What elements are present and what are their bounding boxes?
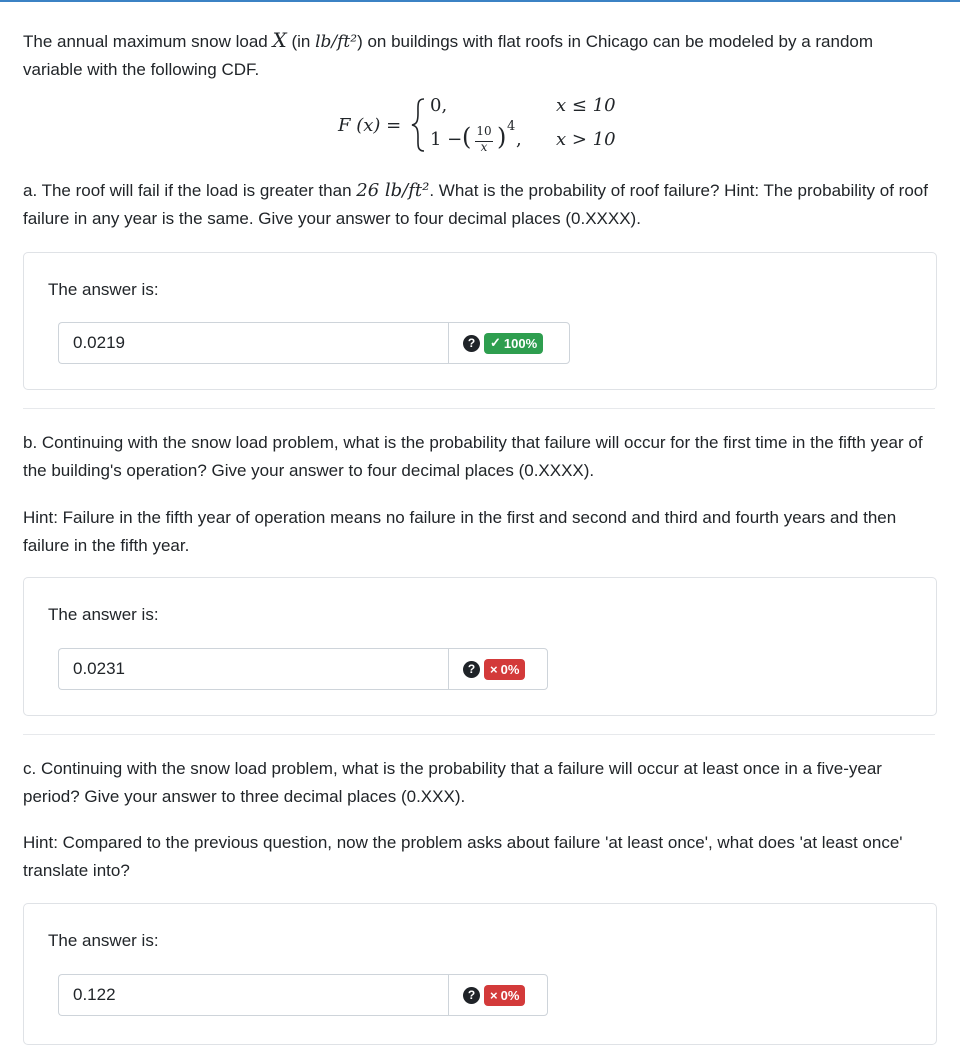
answer-input[interactable] <box>58 974 448 1016</box>
formula-comma: , <box>516 129 522 150</box>
formula-case1-value: 0, <box>430 95 448 116</box>
cross-icon: × <box>490 661 498 677</box>
question-a-value: 26 lb/ft² <box>356 180 430 201</box>
paren-open: ( <box>462 123 472 151</box>
answer-addon <box>448 648 548 690</box>
formula-case2-value: 1 − <box>430 129 463 150</box>
score-value: 0% <box>500 661 520 677</box>
score-badge <box>484 333 543 354</box>
question-a <box>23 177 933 233</box>
formula-fraction-denominator: x <box>480 140 488 154</box>
question-a-text: a. The roof will fail if the load is greater than <box>23 181 357 200</box>
answer-input-group <box>58 648 568 690</box>
cdf-formula <box>338 93 638 157</box>
answer-input-group <box>58 974 568 1016</box>
answer-card-a <box>23 252 937 390</box>
formula-exponent: 4 <box>507 119 516 134</box>
score-value: 100% <box>503 335 538 351</box>
formula-lhs: F (x) = <box>338 115 402 136</box>
hint-c: Hint: Compared to the previous question, now the problem asks about failure 'at least once', what does 'at least once' translate into? <box>23 833 903 880</box>
help-icon[interactable]: ? <box>463 987 480 1004</box>
section-divider <box>23 408 935 409</box>
intro-unit: lb/ft² <box>315 32 358 52</box>
answer-card-b <box>23 577 937 716</box>
score-badge <box>484 659 525 680</box>
answer-label: The answer is: <box>48 280 159 299</box>
intro-text: ) on buildings with flat roofs in Chicago can be modeled by a random variable with the following CDF. <box>23 32 874 79</box>
hint-b: Hint: Failure in the fifth year of operation means no failure in the first and second and third and fourth years and then failure in the fifth year. <box>23 508 897 555</box>
answer-addon <box>448 974 548 1016</box>
question-c: c. Continuing with the snow load problem, what is the probability that a failure will occur at least once in a five-year period? Give your answer to three decimal places (0.XXX). <box>23 759 882 806</box>
answer-addon <box>448 322 570 364</box>
question-b: b. Continuing with the snow load problem, what is the probability that failure will occur for the first time in the fifth year of the building's operation? Give your answer to four decimal places (0.XXXX). <box>23 433 923 480</box>
answer-label: The answer is: <box>48 931 159 950</box>
answer-input[interactable] <box>58 648 448 690</box>
question-a-text: . What is the probability of roof failure? Hint: The probability of roof failure in any year is the same. Give your answer to four decimal places (0.XXXX). <box>23 181 928 228</box>
brace-icon <box>410 97 428 153</box>
intro-variable: X <box>272 28 287 52</box>
help-icon[interactable]: ? <box>463 661 480 678</box>
answer-label: The answer is: <box>48 605 159 624</box>
cross-icon: × <box>490 987 498 1003</box>
section-divider <box>23 734 935 735</box>
help-icon[interactable]: ? <box>463 335 480 352</box>
problem-intro <box>23 26 933 84</box>
check-icon: ✓ <box>490 335 501 350</box>
formula-case1-condition: x ≤ 10 <box>556 95 616 116</box>
score-value: 0% <box>500 987 520 1003</box>
answer-input[interactable] <box>58 322 448 364</box>
formula-case2-condition: x > 10 <box>556 129 616 150</box>
top-border <box>0 0 960 2</box>
answer-input-group <box>58 322 568 364</box>
formula-fraction-numerator: 10 <box>476 124 492 138</box>
paren-close: ) <box>497 123 507 151</box>
intro-text: The annual maximum snow load <box>23 32 273 51</box>
score-badge <box>484 985 525 1006</box>
intro-text: (in <box>286 32 316 51</box>
